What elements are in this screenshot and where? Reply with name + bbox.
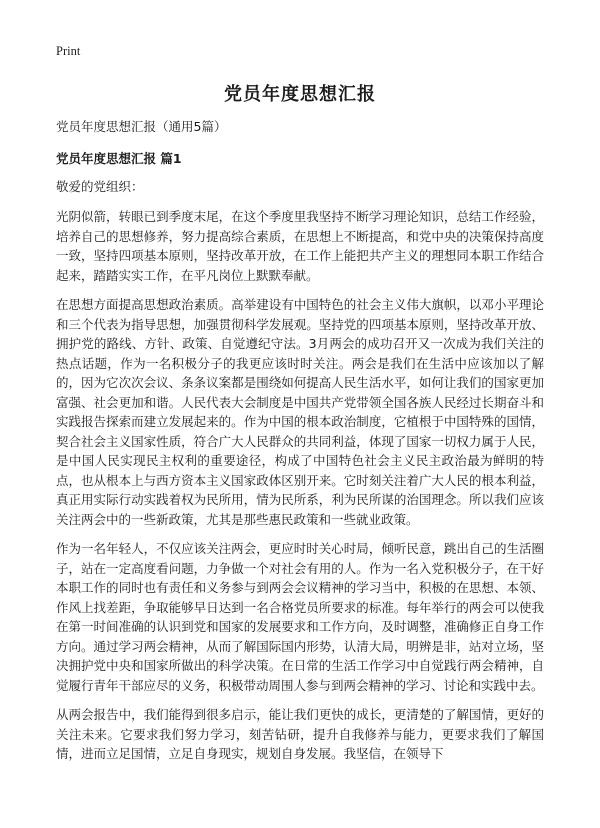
salutation: 敬爱的党组织：	[56, 179, 144, 194]
paragraph: 在思想方面提高思想政治素质。高举建设有中国特色的社会主义伟大旗帜，以邓小平理论和三个代表为指导思想，加强贯彻科学发展观。坚持党的四项基本原则，坚持改革开放、拥护党的路线、方针、政策、自觉遵纪守法。3月两会的成功召开又一次成为我们关注的热点话题，作为一名积极分子的我更应该时时关注。两会是我们在生活中应该加以了解的，因为它次次会议、条条议案都是围绕如何提高人民生活水平，如何让我们的国家更加富强、社会更加和谐。人民代表大会制度是中国共产党带领全国各族人民经过长期奋斗和实践报告探索而建立发展起来的。作为中国的根本政治制度，它植根于中国特殊的国情，契合社会主义国家性质，符合广大人民群众的共同利益，体现了国家一切权力属于人民，是中国人民实现民主权利的重要途径，构成了中国特色社会主义民主政治最为鲜明的特点，也从根本上与西方资本主义国家政体区别开来。它时刻关注着广大人民的根本利益，真正用实际行动实践着权为民所用，情为民所系，利为民所谋的治国理念。所以我们应该关注两会中的一些新政策，尤其是那些惠民政策和一些就业政策。	[56, 297, 544, 527]
document-title: 党员年度思想汇报	[224, 84, 376, 105]
document-body	[56, 119, 544, 774]
document-subtitle: 党员年度思想汇报（通用5篇）	[56, 119, 227, 134]
paragraph: 作为一名年轻人，不仅应该关注两会，更应时时关心时局，倾听民意，跳出自己的生活圈子，站在一定高度看问题，力争做一个对社会有用的人。作为一名入党积极分子，在干好本职工作的同时也有责任和义务参与到两会会议精神的学习当中，积极的在思想、本领、作风上找差距，争取能够早日达到一名合格党员所要求的标准。每年举行的两会可以使我在第一时间准确的认识到党和国家的发展要求和工作方向，及时调整，准确修正自身工作方向。通过学习两会精神，从而了解国际国内形势，认清大局，明辨是非，站对立场，坚决拥护党中央和国家所做出的科学决策。在日常的生活工作学习中自觉践行两会精神，自觉履行青年干部应尽的义务，积极带动周围人参与到两会精神的学习、讨论和实践中去。	[56, 541, 544, 693]
paragraph: 光阴似箭，转眼已到季度末尾，在这个季度里我坚持不断学习理论知识，总结工作经验，培养自己的思想修养，努力提高综合素质，在思想上不断提高，和党中央的决策保持高度一致，坚持四项基本原则，坚持改革开放，在工作上能把共产主义的理想同本职工作结合起来，踏踏实实工作，在平凡岗位上默默奉献。	[56, 209, 544, 283]
print-link[interactable]: Print	[56, 44, 81, 58]
paragraph: 从两会报告中，我们能得到很多启示，能让我们更快的成长，更清楚的了解国情，更好的关注未来。它要求我们努力学习，刻苦钻研，提升自我修养与能力，更要求我们了解国情，进而立足国情，立足自身现实，规划自身发展。我坚信，在领导下	[56, 707, 544, 761]
section-heading: 党员年度思想汇报 篇1	[56, 151, 182, 166]
